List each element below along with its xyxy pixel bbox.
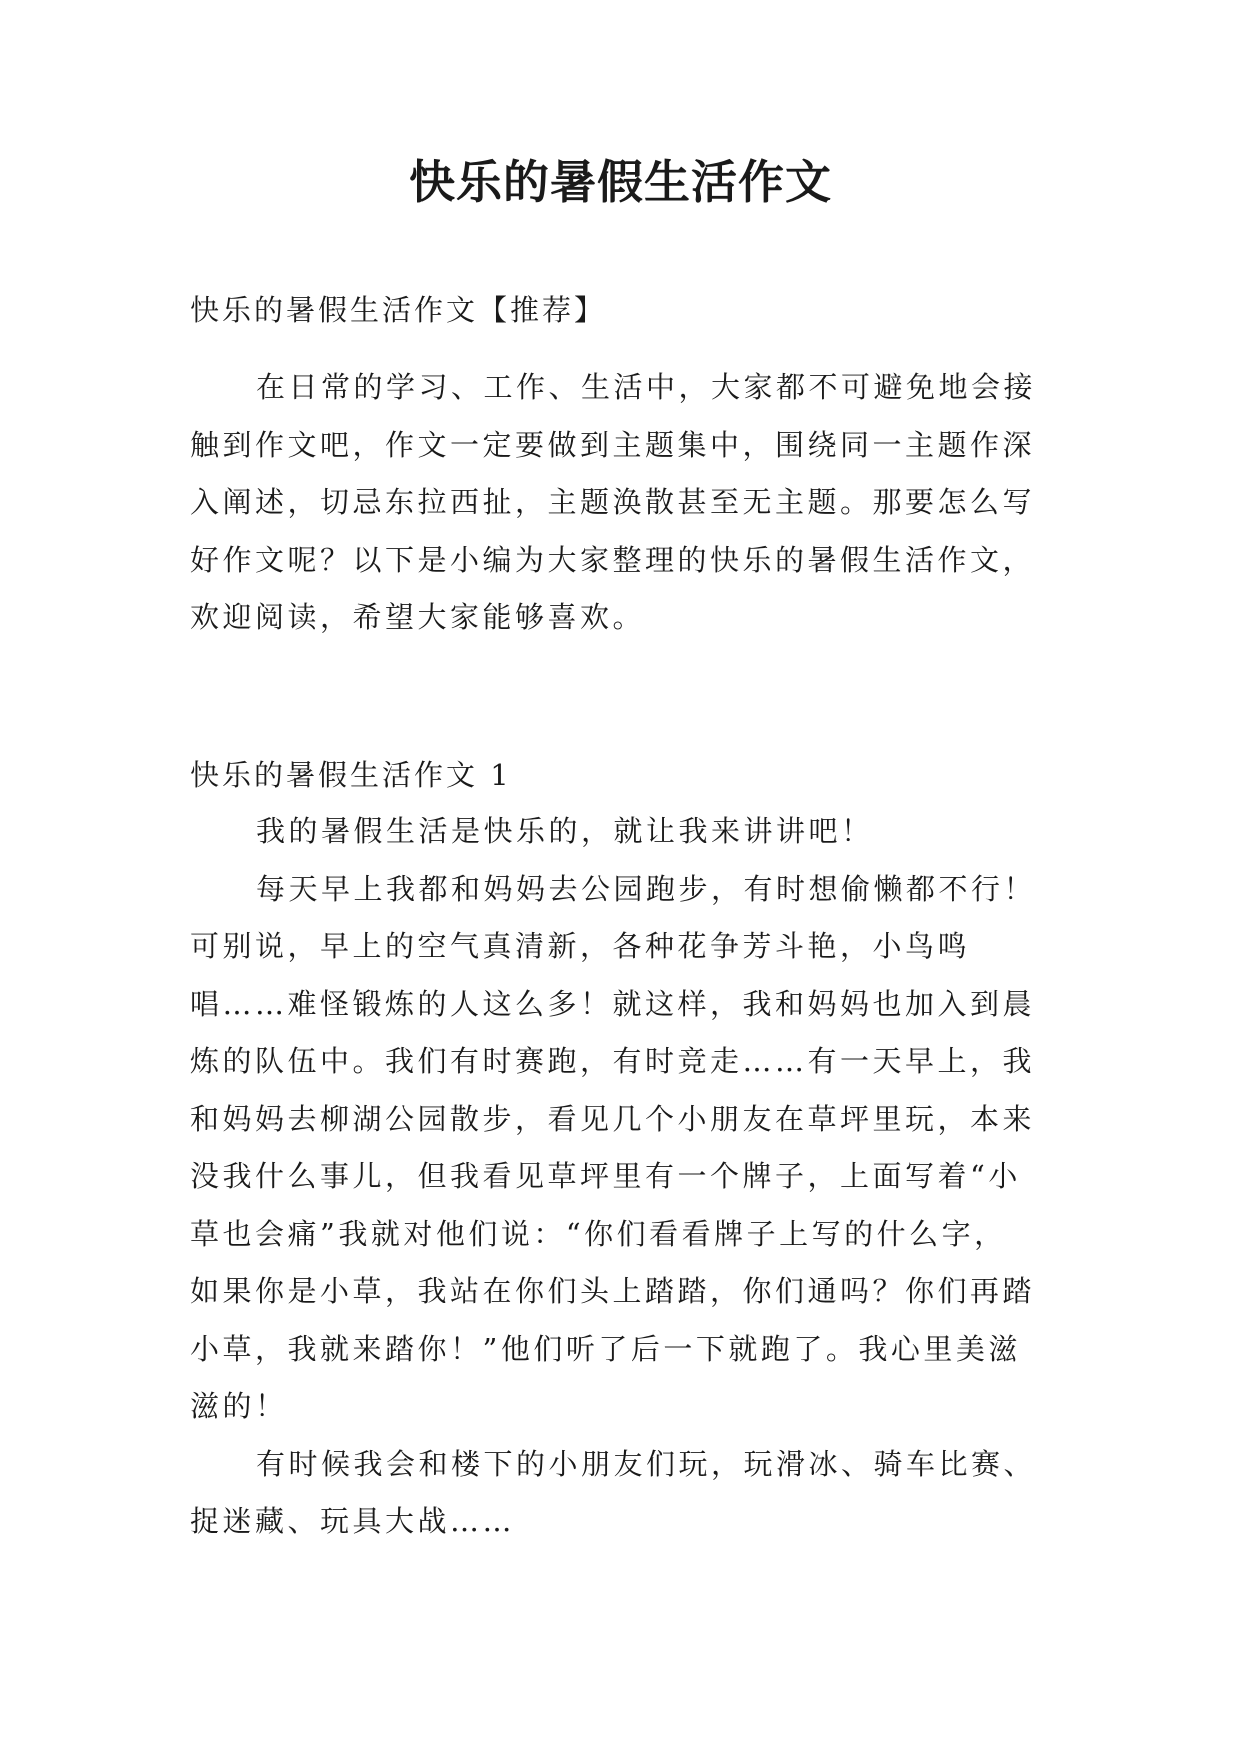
body-line: 如果你是小草，我站在你们头上踏踏，你们通吗？你们再踏	[190, 1274, 1036, 1308]
body-line: 小草，我就来踏你！”他们听了后一下就跑了。我心里美滋	[190, 1331, 1021, 1366]
intro-line: 欢迎阅读，希望大家能够喜欢。	[190, 600, 646, 634]
body-line: 没我什么事儿，但我看见草坪里有一个牌子，上面写着“小	[190, 1159, 1021, 1193]
document-title: 快乐的暑假生活作文	[409, 155, 832, 209]
body-line: 滋的！	[190, 1389, 288, 1423]
body-line: 可别说，早上的空气真清新，各种花争芳斗艳，小鸟鸣	[190, 929, 971, 963]
body-line: 唱……难怪锻炼的人这么多！就这样，我和妈妈也加入到晨	[190, 986, 1036, 1021]
intro-paragraph	[190, 359, 1060, 647]
body-line: 和妈妈去柳湖公园散步，看见几个小朋友在草坪里玩，本来	[190, 1101, 1036, 1136]
body-line: 草也会痛”我就对他们说：“你们看看牌子上写的什么字，	[190, 1216, 1007, 1251]
intro-line: 触到作文吧，作文一定要做到主题集中，围绕同一主题作深	[190, 427, 1036, 462]
document-subtitle: 快乐的暑假生活作文【推荐】	[190, 293, 607, 327]
section-title: 快乐的暑假生活作文 1	[190, 758, 512, 792]
intro-line: 在日常的学习、工作、生活中，大家都不可避免地会接	[256, 370, 1037, 404]
intro-line: 好作文呢？以下是小编为大家整理的快乐的暑假生活作文，	[190, 542, 1036, 577]
body-line: 我的暑假生活是快乐的，就让我来讲讲吧！	[256, 814, 874, 848]
body-line: 捉迷藏、玩具大战……	[190, 1504, 516, 1538]
body-line: 每天早上我都和妈妈去公园跑步，有时想偷懒都不行！	[256, 871, 1037, 906]
body-line: 炼的队伍中。我们有时赛跑，有时竞走……有一天早上，我	[190, 1044, 1036, 1078]
body-line: 有时候我会和楼下的小朋友们玩，玩滑冰、骑车比赛、	[256, 1446, 1037, 1481]
intro-line: 入阐述，切忌东拉西扯，主题涣散甚至无主题。那要怎么写	[190, 485, 1036, 519]
essay-body	[190, 803, 1060, 1551]
